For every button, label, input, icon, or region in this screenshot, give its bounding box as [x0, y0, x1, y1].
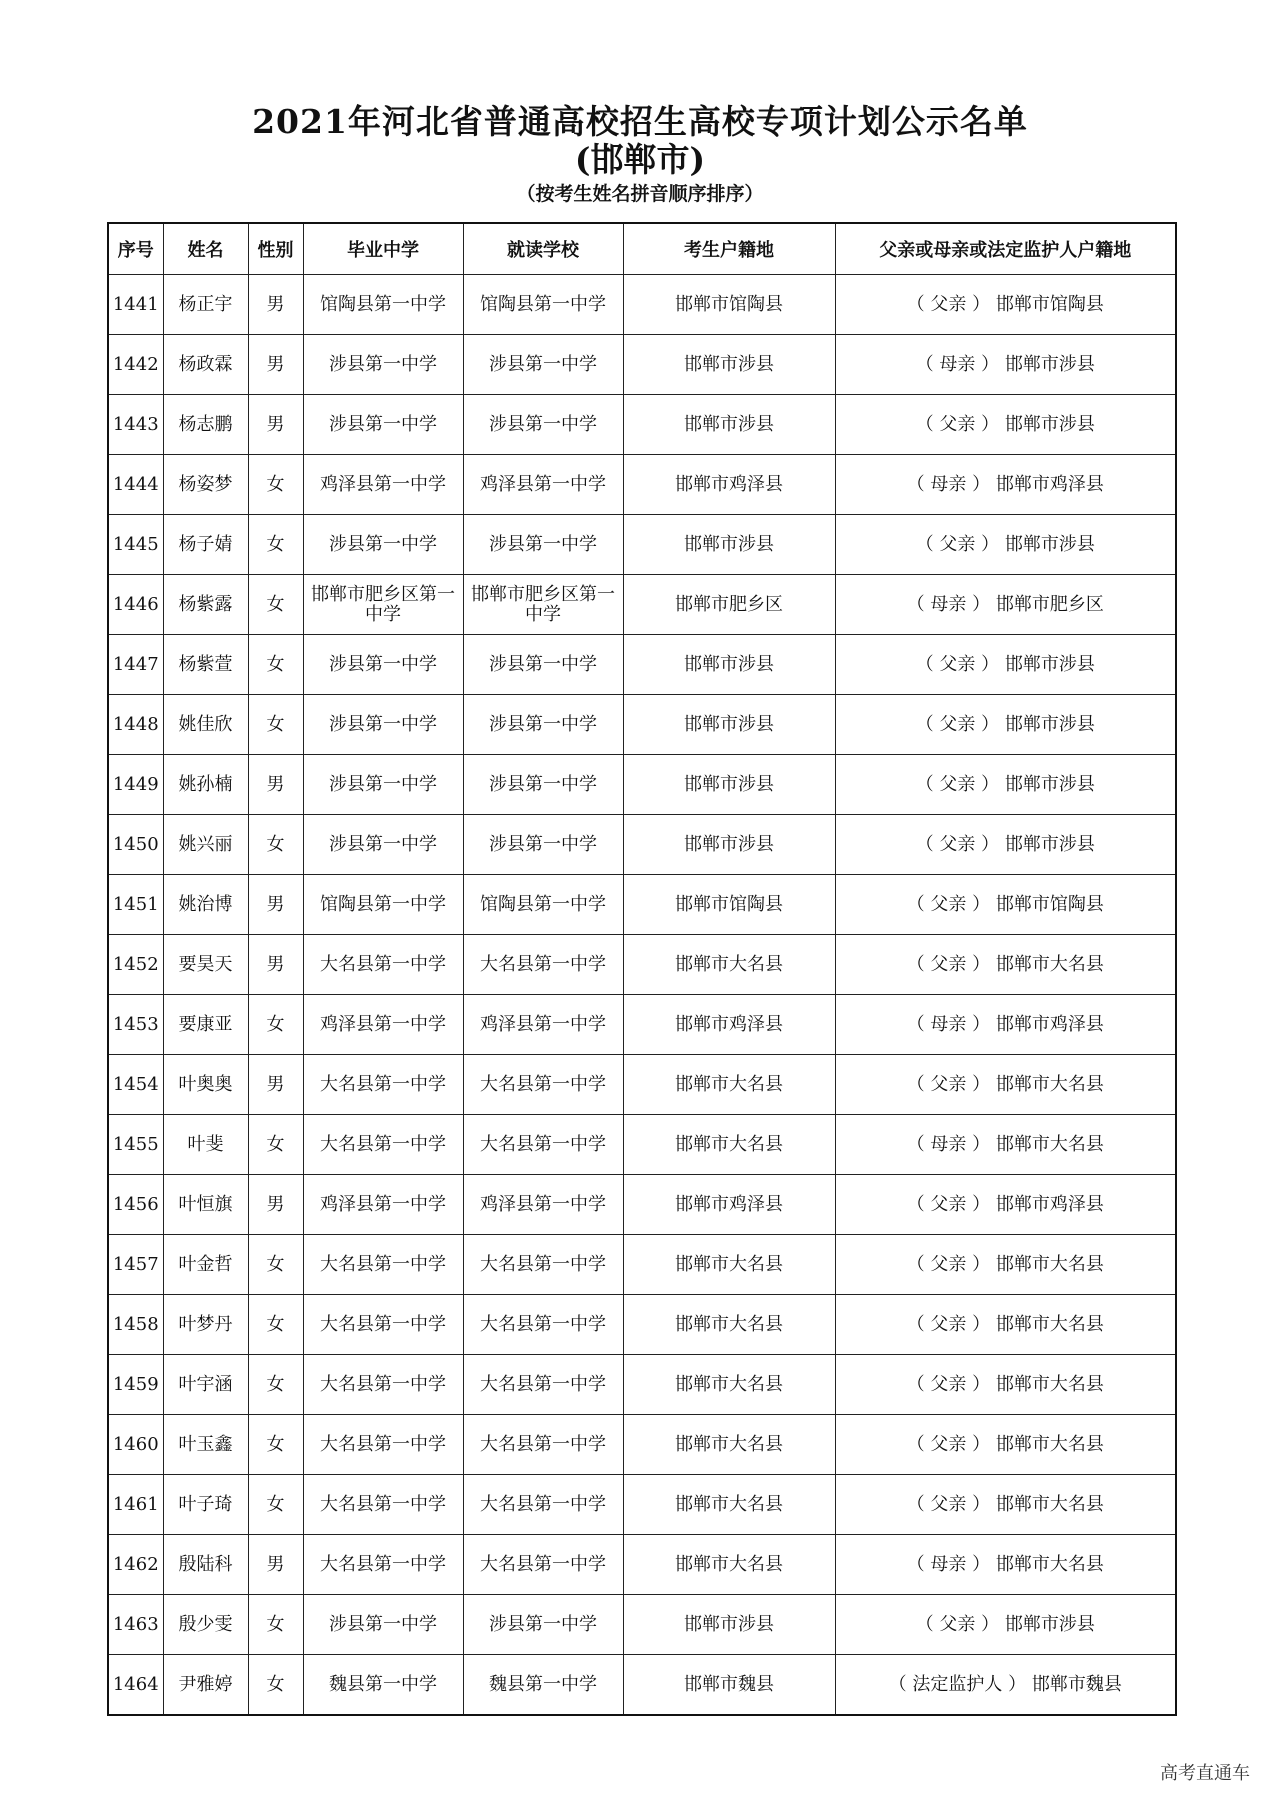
header-seq: 序号: [108, 223, 163, 275]
cell-graduated-school: 大名县第一中学: [303, 1535, 463, 1595]
cell-seq: 1449: [108, 755, 163, 815]
cell-guardian-hukou: （ 母亲 ） 邯郸市大名县: [835, 1115, 1176, 1175]
table-header-row: [108, 223, 1176, 275]
cell-seq: 1451: [108, 875, 163, 935]
cell-graduated-school: 大名县第一中学: [303, 1355, 463, 1415]
table-row: [108, 995, 1176, 1055]
table-row: [108, 1175, 1176, 1235]
cell-guardian-hukou: （ 父亲 ） 邯郸市涉县: [835, 695, 1176, 755]
cell-gender: 男: [248, 875, 303, 935]
cell-guardian-hukou: （ 父亲 ） 邯郸市大名县: [835, 1235, 1176, 1295]
cell-graduated-school: 鸡泽县第一中学: [303, 455, 463, 515]
cell-gender: 男: [248, 1535, 303, 1595]
cell-seq: 1457: [108, 1235, 163, 1295]
cell-current-school: 大名县第一中学: [463, 1235, 623, 1295]
table-row: [108, 275, 1176, 335]
cell-seq: 1463: [108, 1595, 163, 1655]
cell-graduated-school: 鸡泽县第一中学: [303, 1175, 463, 1235]
cell-graduated-school: 涉县第一中学: [303, 635, 463, 695]
cell-graduated-school: 邯郸市肥乡区第一中学: [303, 575, 463, 635]
cell-guardian-hukou: （ 父亲 ） 邯郸市涉县: [835, 755, 1176, 815]
cell-graduated-school: 涉县第一中学: [303, 1595, 463, 1655]
cell-student-hukou: 邯郸市大名县: [623, 1475, 835, 1535]
cell-student-hukou: 邯郸市鸡泽县: [623, 1175, 835, 1235]
cell-student-hukou: 邯郸市涉县: [623, 695, 835, 755]
cell-seq: 1443: [108, 395, 163, 455]
cell-seq: 1447: [108, 635, 163, 695]
cell-name: 杨紫萱: [163, 635, 248, 695]
cell-current-school: 大名县第一中学: [463, 1475, 623, 1535]
cell-student-hukou: 邯郸市大名县: [623, 1055, 835, 1115]
cell-graduated-school: 涉县第一中学: [303, 755, 463, 815]
cell-name: 殷少雯: [163, 1595, 248, 1655]
cell-guardian-hukou: （ 父亲 ） 邯郸市馆陶县: [835, 275, 1176, 335]
cell-gender: 女: [248, 1235, 303, 1295]
table-row: [108, 1115, 1176, 1175]
cell-current-school: 涉县第一中学: [463, 695, 623, 755]
cell-guardian-hukou: （ 父亲 ） 邯郸市涉县: [835, 1595, 1176, 1655]
cell-student-hukou: 邯郸市大名县: [623, 935, 835, 995]
cell-graduated-school: 大名县第一中学: [303, 1055, 463, 1115]
cell-gender: 女: [248, 1655, 303, 1716]
cell-student-hukou: 邯郸市涉县: [623, 395, 835, 455]
table-row: [108, 815, 1176, 875]
cell-student-hukou: 邯郸市鸡泽县: [623, 455, 835, 515]
cell-seq: 1460: [108, 1415, 163, 1475]
cell-seq: 1455: [108, 1115, 163, 1175]
cell-name: 要昊天: [163, 935, 248, 995]
cell-student-hukou: 邯郸市大名县: [623, 1415, 835, 1475]
cell-graduated-school: 大名县第一中学: [303, 1475, 463, 1535]
cell-name: 姚佳欣: [163, 695, 248, 755]
cell-student-hukou: 邯郸市涉县: [623, 335, 835, 395]
cell-gender: 女: [248, 995, 303, 1055]
cell-guardian-hukou: （ 父亲 ） 邯郸市大名县: [835, 1415, 1176, 1475]
cell-gender: 女: [248, 1595, 303, 1655]
cell-seq: 1445: [108, 515, 163, 575]
cell-current-school: 涉县第一中学: [463, 815, 623, 875]
cell-graduated-school: 大名县第一中学: [303, 1295, 463, 1355]
cell-graduated-school: 涉县第一中学: [303, 515, 463, 575]
cell-name: 叶子琦: [163, 1475, 248, 1535]
cell-current-school: 大名县第一中学: [463, 1295, 623, 1355]
cell-name: 叶斐: [163, 1115, 248, 1175]
cell-gender: 女: [248, 1415, 303, 1475]
cell-current-school: 鸡泽县第一中学: [463, 995, 623, 1055]
cell-current-school: 大名县第一中学: [463, 1355, 623, 1415]
table-row: [108, 1655, 1176, 1716]
cell-gender: 女: [248, 515, 303, 575]
cell-name: 叶梦丹: [163, 1295, 248, 1355]
cell-seq: 1446: [108, 575, 163, 635]
table-row: [108, 1475, 1176, 1535]
cell-seq: 1459: [108, 1355, 163, 1415]
cell-name: 殷陆科: [163, 1535, 248, 1595]
cell-guardian-hukou: （ 父亲 ） 邯郸市鸡泽县: [835, 1175, 1176, 1235]
cell-current-school: 大名县第一中学: [463, 1055, 623, 1115]
cell-graduated-school: 馆陶县第一中学: [303, 275, 463, 335]
cell-current-school: 大名县第一中学: [463, 1415, 623, 1475]
cell-guardian-hukou: （ 父亲 ） 邯郸市大名县: [835, 1055, 1176, 1115]
cell-seq: 1454: [108, 1055, 163, 1115]
cell-current-school: 涉县第一中学: [463, 335, 623, 395]
cell-name: 要康亚: [163, 995, 248, 1055]
cell-guardian-hukou: （ 母亲 ） 邯郸市大名县: [835, 1535, 1176, 1595]
table-body: [108, 275, 1176, 1716]
cell-guardian-hukou: （ 父亲 ） 邯郸市大名县: [835, 1295, 1176, 1355]
table-row: [108, 1415, 1176, 1475]
cell-student-hukou: 邯郸市涉县: [623, 755, 835, 815]
cell-gender: 女: [248, 455, 303, 515]
table-row: [108, 1055, 1176, 1115]
table-row: [108, 515, 1176, 575]
cell-graduated-school: 魏县第一中学: [303, 1655, 463, 1716]
cell-guardian-hukou: （ 父亲 ） 邯郸市涉县: [835, 515, 1176, 575]
cell-student-hukou: 邯郸市馆陶县: [623, 875, 835, 935]
table-row: [108, 1355, 1176, 1415]
cell-current-school: 涉县第一中学: [463, 515, 623, 575]
header-graduated-school: 毕业中学: [303, 223, 463, 275]
header-student-hukou: 考生户籍地: [623, 223, 835, 275]
header-current-school: 就读学校: [463, 223, 623, 275]
header-gender: 性别: [248, 223, 303, 275]
cell-name: 姚治博: [163, 875, 248, 935]
table-row: [108, 1535, 1176, 1595]
cell-name: 叶宇涵: [163, 1355, 248, 1415]
table-row: [108, 935, 1176, 995]
cell-graduated-school: 大名县第一中学: [303, 1235, 463, 1295]
document-subtitle: (邯郸市): [574, 140, 706, 179]
cell-guardian-hukou: （ 父亲 ） 邯郸市涉县: [835, 395, 1176, 455]
cell-current-school: 大名县第一中学: [463, 1535, 623, 1595]
cell-seq: 1442: [108, 335, 163, 395]
cell-gender: 男: [248, 395, 303, 455]
cell-graduated-school: 馆陶县第一中学: [303, 875, 463, 935]
cell-graduated-school: 涉县第一中学: [303, 395, 463, 455]
table-row: [108, 1595, 1176, 1655]
cell-graduated-school: 大名县第一中学: [303, 1415, 463, 1475]
cell-graduated-school: 涉县第一中学: [303, 335, 463, 395]
cell-seq: 1452: [108, 935, 163, 995]
cell-name: 杨姿梦: [163, 455, 248, 515]
cell-student-hukou: 邯郸市涉县: [623, 815, 835, 875]
sort-note: （按考生姓名拼音顺序排序）: [516, 183, 764, 205]
cell-name: 杨志鹏: [163, 395, 248, 455]
cell-guardian-hukou: （ 母亲 ） 邯郸市涉县: [835, 335, 1176, 395]
table-row: [108, 575, 1176, 635]
cell-seq: 1453: [108, 995, 163, 1055]
cell-gender: 男: [248, 275, 303, 335]
header-name: 姓名: [163, 223, 248, 275]
table-row: [108, 335, 1176, 395]
cell-student-hukou: 邯郸市大名县: [623, 1115, 835, 1175]
cell-current-school: 鸡泽县第一中学: [463, 1175, 623, 1235]
cell-gender: 女: [248, 1355, 303, 1415]
cell-student-hukou: 邯郸市涉县: [623, 1595, 835, 1655]
cell-name: 姚孙楠: [163, 755, 248, 815]
header-guardian-hukou: 父亲或母亲或法定监护人户籍地: [835, 223, 1176, 275]
cell-student-hukou: 邯郸市馆陶县: [623, 275, 835, 335]
cell-graduated-school: 涉县第一中学: [303, 695, 463, 755]
cell-name: 叶恒旗: [163, 1175, 248, 1235]
table-row: [108, 875, 1176, 935]
cell-gender: 女: [248, 695, 303, 755]
cell-name: 杨正宇: [163, 275, 248, 335]
cell-guardian-hukou: （ 父亲 ） 邯郸市大名县: [835, 935, 1176, 995]
cell-student-hukou: 邯郸市大名县: [623, 1295, 835, 1355]
cell-student-hukou: 邯郸市大名县: [623, 1235, 835, 1295]
cell-gender: 男: [248, 935, 303, 995]
cell-student-hukou: 邯郸市肥乡区: [623, 575, 835, 635]
cell-gender: 女: [248, 815, 303, 875]
cell-seq: 1444: [108, 455, 163, 515]
cell-student-hukou: 邯郸市大名县: [623, 1535, 835, 1595]
table-row: [108, 455, 1176, 515]
cell-seq: 1462: [108, 1535, 163, 1595]
cell-name: 杨子婧: [163, 515, 248, 575]
cell-current-school: 鸡泽县第一中学: [463, 455, 623, 515]
cell-current-school: 大名县第一中学: [463, 1115, 623, 1175]
cell-student-hukou: 邯郸市涉县: [623, 515, 835, 575]
cell-current-school: 涉县第一中学: [463, 395, 623, 455]
cell-current-school: 魏县第一中学: [463, 1655, 623, 1716]
cell-current-school: 涉县第一中学: [463, 1595, 623, 1655]
table-row: [108, 1295, 1176, 1355]
cell-seq: 1464: [108, 1655, 163, 1716]
table-row: [108, 1235, 1176, 1295]
cell-seq: 1448: [108, 695, 163, 755]
cell-current-school: 涉县第一中学: [463, 635, 623, 695]
cell-gender: 男: [248, 335, 303, 395]
cell-guardian-hukou: （ 母亲 ） 邯郸市鸡泽县: [835, 455, 1176, 515]
cell-seq: 1461: [108, 1475, 163, 1535]
cell-current-school: 涉县第一中学: [463, 755, 623, 815]
cell-name: 姚兴丽: [163, 815, 248, 875]
cell-gender: 男: [248, 755, 303, 815]
cell-student-hukou: 邯郸市魏县: [623, 1655, 835, 1716]
cell-current-school: 大名县第一中学: [463, 935, 623, 995]
cell-guardian-hukou: （ 父亲 ） 邯郸市涉县: [835, 815, 1176, 875]
cell-seq: 1456: [108, 1175, 163, 1235]
cell-guardian-hukou: （ 母亲 ） 邯郸市肥乡区: [835, 575, 1176, 635]
cell-guardian-hukou: （ 父亲 ） 邯郸市涉县: [835, 635, 1176, 695]
cell-graduated-school: 大名县第一中学: [303, 935, 463, 995]
cell-gender: 女: [248, 1295, 303, 1355]
table-row: [108, 755, 1176, 815]
cell-graduated-school: 鸡泽县第一中学: [303, 995, 463, 1055]
cell-graduated-school: 涉县第一中学: [303, 815, 463, 875]
cell-current-school: 馆陶县第一中学: [463, 275, 623, 335]
cell-gender: 男: [248, 1175, 303, 1235]
cell-guardian-hukou: （ 法定监护人 ） 邯郸市魏县: [835, 1655, 1176, 1716]
table-row: [108, 395, 1176, 455]
cell-student-hukou: 邯郸市大名县: [623, 1355, 835, 1415]
cell-name: 叶金哲: [163, 1235, 248, 1295]
cell-student-hukou: 邯郸市鸡泽县: [623, 995, 835, 1055]
cell-guardian-hukou: （ 父亲 ） 邯郸市大名县: [835, 1475, 1176, 1535]
cell-name: 杨政霖: [163, 335, 248, 395]
cell-gender: 女: [248, 1475, 303, 1535]
cell-gender: 女: [248, 635, 303, 695]
cell-gender: 女: [248, 575, 303, 635]
cell-current-school: 邯郸市肥乡区第一中学: [463, 575, 623, 635]
watermark: 高考直通车: [1160, 1763, 1250, 1784]
cell-guardian-hukou: （ 父亲 ） 邯郸市馆陶县: [835, 875, 1176, 935]
cell-seq: 1458: [108, 1295, 163, 1355]
cell-student-hukou: 邯郸市涉县: [623, 635, 835, 695]
table-row: [108, 635, 1176, 695]
cell-current-school: 馆陶县第一中学: [463, 875, 623, 935]
cell-seq: 1441: [108, 275, 163, 335]
cell-graduated-school: 大名县第一中学: [303, 1115, 463, 1175]
cell-name: 叶玉鑫: [163, 1415, 248, 1475]
cell-gender: 女: [248, 1115, 303, 1175]
cell-guardian-hukou: （ 父亲 ） 邯郸市大名县: [835, 1355, 1176, 1415]
cell-name: 尹雅婷: [163, 1655, 248, 1716]
cell-gender: 男: [248, 1055, 303, 1115]
roster-table: [107, 222, 1177, 1716]
cell-name: 叶奥奥: [163, 1055, 248, 1115]
table-row: [108, 695, 1176, 755]
cell-name: 杨紫露: [163, 575, 248, 635]
cell-seq: 1450: [108, 815, 163, 875]
document-title: 2021年河北省普通高校招生高校专项计划公示名单: [252, 102, 1028, 141]
cell-guardian-hukou: （ 母亲 ） 邯郸市鸡泽县: [835, 995, 1176, 1055]
